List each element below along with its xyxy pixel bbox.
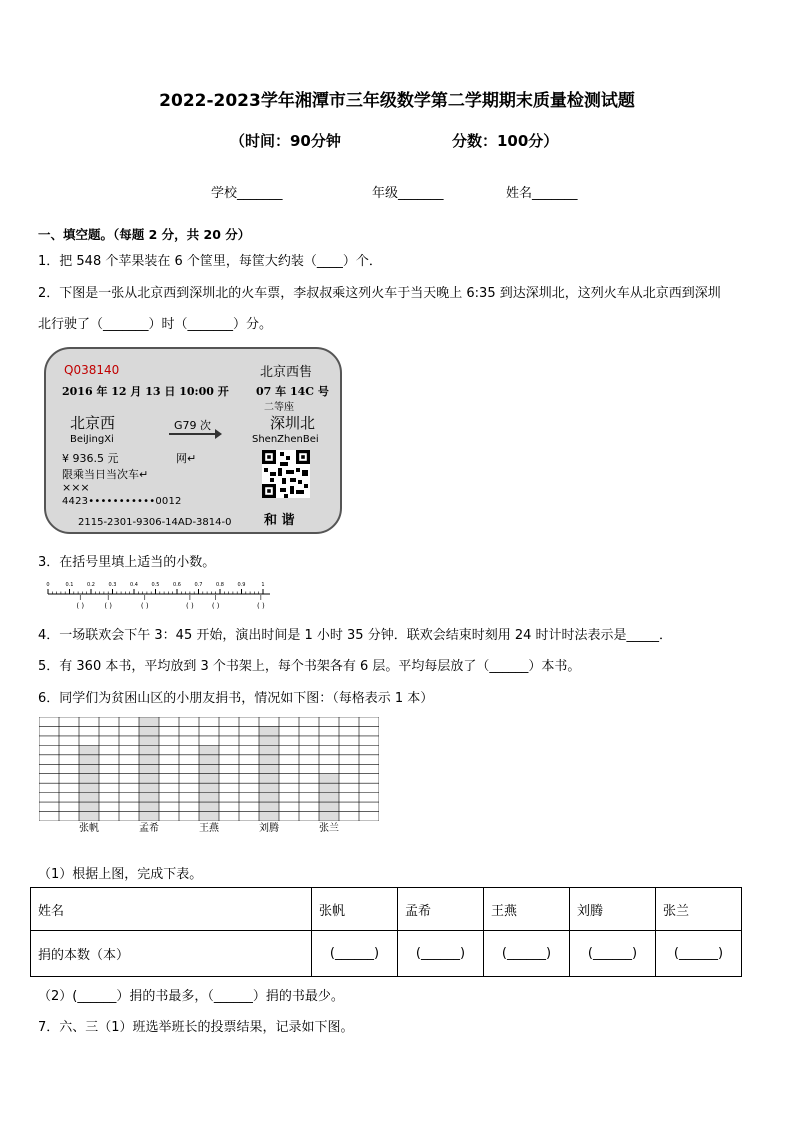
ticket-serial: Q038140	[64, 363, 120, 377]
question-2-line2: 北行驶了（_______）时（_______）分。	[38, 317, 273, 332]
table-header-cell: 刘腾	[570, 888, 656, 931]
qr-code-icon	[262, 450, 310, 498]
total-score: 分数：100分）	[452, 132, 559, 150]
number-line-label: 1	[261, 582, 265, 588]
ticket-seat-class: 二等座	[264, 402, 294, 413]
ticket-from-pinyin: BeiJingXi	[70, 434, 114, 445]
ticket-passenger: ×××	[62, 481, 90, 494]
ticket-from: 北京西	[70, 414, 116, 432]
table-blank-cell[interactable]: (______)	[656, 931, 742, 977]
number-line-blank[interactable]: ( )	[76, 602, 85, 610]
table-header-cell: 张兰	[656, 888, 742, 931]
number-line-label: 0.1	[65, 582, 74, 588]
result-table	[30, 887, 742, 977]
ticket-to: 深圳北	[270, 414, 316, 432]
arrow-right-icon	[215, 429, 222, 439]
table-blank-cell[interactable]: (______)	[570, 931, 656, 977]
number-line-blank[interactable]: ( )	[140, 602, 149, 610]
train-ticket	[44, 347, 342, 534]
number-line-label: 0.9	[237, 582, 246, 588]
section-heading: 一、填空题。（每题 2 分，共 20 分）	[38, 227, 251, 242]
table-header-cell: 孟希	[398, 888, 484, 931]
table-row-label: 捐的本数（本）	[31, 931, 312, 977]
table-header-name: 姓名	[31, 888, 312, 931]
table-blank-cell[interactable]: (______)	[484, 931, 570, 977]
page-title: 2022-2023学年湘潭市三年级数学第二学期期末质量检测试题	[159, 91, 635, 111]
question-2-line1: 2．下图是一张从北京西到深圳北的火车票，李叔叔乘这列火车于当天晚上 6:35 到达深圳北，这列火车从北京西到深圳	[38, 286, 721, 301]
number-line-label: 0.3	[108, 582, 117, 588]
number-line-label: 0.6	[173, 582, 181, 588]
ticket-arrow-line	[169, 433, 219, 435]
number-line-label: 0.7	[194, 582, 203, 588]
chart-bar	[139, 717, 159, 821]
number-line-label: 0.2	[87, 582, 95, 588]
number-line-blank[interactable]: ( )	[211, 602, 220, 610]
question-6-part1: （1）根据上图，完成下表。	[38, 867, 203, 882]
table-blank-cell[interactable]: (______)	[398, 931, 484, 977]
number-line-blank[interactable]: ( )	[186, 602, 194, 610]
number-line-label: 0.4	[130, 582, 138, 588]
grade-field: 年级_______	[372, 186, 444, 201]
question-7: 7．六、三（1）班选举班长的投票结果，记录如下图。	[38, 1020, 354, 1035]
ticket-datetime: 2016 年 12 月 13 日 10:00 开	[62, 385, 229, 398]
ticket-code: 2115-2301-9306-14AD-3814-0	[78, 517, 232, 528]
name-field: 姓名_______	[506, 186, 578, 201]
chart-bar	[319, 774, 339, 821]
question-3: 3．在括号里填上适当的小数。	[38, 555, 216, 570]
ticket-limit: 限乘当日当次车↵	[62, 468, 149, 481]
ticket-id-number: 4423•••••••••••0012	[62, 496, 182, 507]
question-6-part2: （2）(______）捐的书最多，（______）捐的书最少。	[38, 989, 344, 1004]
number-line-blank[interactable]: ( )	[104, 602, 113, 610]
time-limit: （时间：90分钟	[230, 132, 341, 150]
chart-category-label: 王燕	[199, 823, 219, 834]
number-line-label: 0	[46, 582, 50, 588]
number-line-label: 0.5	[151, 582, 160, 588]
table-header-cell: 王燕	[484, 888, 570, 931]
number-line-label: 0.8	[216, 582, 224, 588]
ticket-channel: 网↵	[176, 452, 197, 465]
table-blank-cell[interactable]: (______)	[312, 931, 398, 977]
question-1: 1．把 548 个苹果装在 6 个筐里，每筐大约装（____）个．	[38, 254, 382, 269]
chart-category-label: 张兰	[319, 823, 339, 834]
chart-category-label: 孟希	[139, 823, 159, 834]
ticket-car-seat: 07 车 14C 号	[256, 385, 329, 398]
ticket-train-number: G79 次	[174, 419, 212, 432]
question-6: 6．同学们为贫困山区的小朋友捐书，情况如下图：（每格表示 1 本）	[38, 691, 434, 706]
school-field: 学校_______	[211, 186, 283, 201]
chart-category-label: 张帆	[79, 823, 99, 834]
chart-category-label: 刘腾	[259, 823, 279, 834]
table-header-cell: 张帆	[312, 888, 398, 931]
number-line-blank[interactable]: ( )	[257, 602, 265, 610]
ticket-price: ¥ 936.5 元	[62, 452, 119, 465]
ticket-office: 北京西售	[260, 365, 313, 380]
donation-chart	[39, 717, 379, 821]
ticket-to-pinyin: ShenZhenBei	[252, 434, 319, 445]
question-5: 5．有 360 本书，平均放到 3 个书架上，每个书架各有 6 层。平均每层放了（______）本书。	[38, 659, 581, 674]
question-4: 4．一场联欢会下午 3：45 开始，演出时间是 1 小时 35 分钟．联欢会结束时刻用 24 时计时法表示是_____．	[38, 628, 672, 643]
ticket-hexie: 和 谐	[264, 513, 295, 528]
number-line	[40, 578, 280, 614]
